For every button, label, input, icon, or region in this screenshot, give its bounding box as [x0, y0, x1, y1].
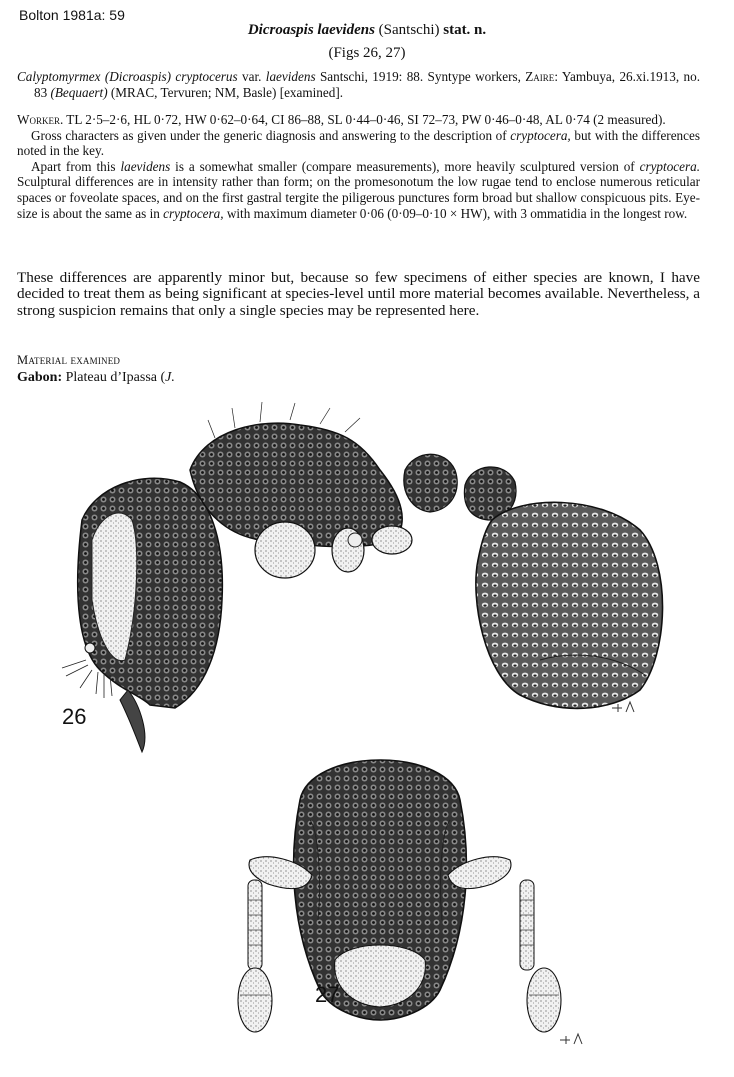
species-name: Dicroaspis laevidens: [247, 22, 375, 38]
species-status: stat. n.: [443, 22, 487, 38]
material-heading: Material examined: [17, 353, 121, 367]
fig27-right-antenna: [448, 857, 561, 1032]
differences-paragraph: These differences are apparently minor but, because so few specimens of either species are known, I have decided to treat them as being significant at species-level until more material becomes available. Nevertheless, a strong suspicion remains that only a single species may be represented here.: [17, 269, 700, 319]
figure-reference: (Figs 26, 27): [328, 45, 406, 61]
fig27-signature: [560, 1034, 582, 1044]
figure-26-label: 26: [62, 704, 87, 729]
comparison-paragraph: Apart from this laevidens is a somewhat smaller (compare measurements), more heavily sculptured version of cryptocera. Sculptural differences are in intensity rather than form; on the promesonotum the low rugae tend to enclose numerous reticular spaces or foveolate spaces, and on the first gastral tergite the piligerous punctures form broad but shallow conspicuous pits. Eye-size is about the same as in cryptocera, with maximum diameter 0·06 (0·09–0·10 × HW), with 3 ommatidia in the longest row.: [17, 158, 701, 221]
worker-measurements: TL 2·5–2·6, HL 0·72, HW 0·62–0·64, CI 86–88, SL 0·44–0·46, SI 72–73, PW 0·46–0·48, AL 0·74 (2 measured).: [63, 112, 666, 127]
source-tag: Bolton 1981a: 59: [19, 7, 125, 23]
species-author: (Santschi): [378, 22, 440, 38]
figure-27-label: 27: [315, 982, 340, 1007]
gross-characters-paragraph: Gross characters as given under the generic diagnosis and answering to the description of cryptocera, but with the differences noted in the key.: [17, 127, 700, 159]
worker-label: Worker.: [17, 112, 64, 127]
material-line: Gabon: Plateau d’Ipassa (J.: [17, 370, 175, 385]
fig27-head-capsule: [294, 760, 467, 1020]
fig27-left-antenna: [238, 857, 312, 1032]
synonymy-paragraph: Calyptomyrmex (Dicroaspis) cryptocerus var. laevidens Santschi, 1919: 88. Syntype workers, Zaire: Yambuya, 26.xi.1913, no. 83 (Bequaert) (MRAC, Tervuren; NM, Basle) [examined].: [17, 69, 700, 100]
